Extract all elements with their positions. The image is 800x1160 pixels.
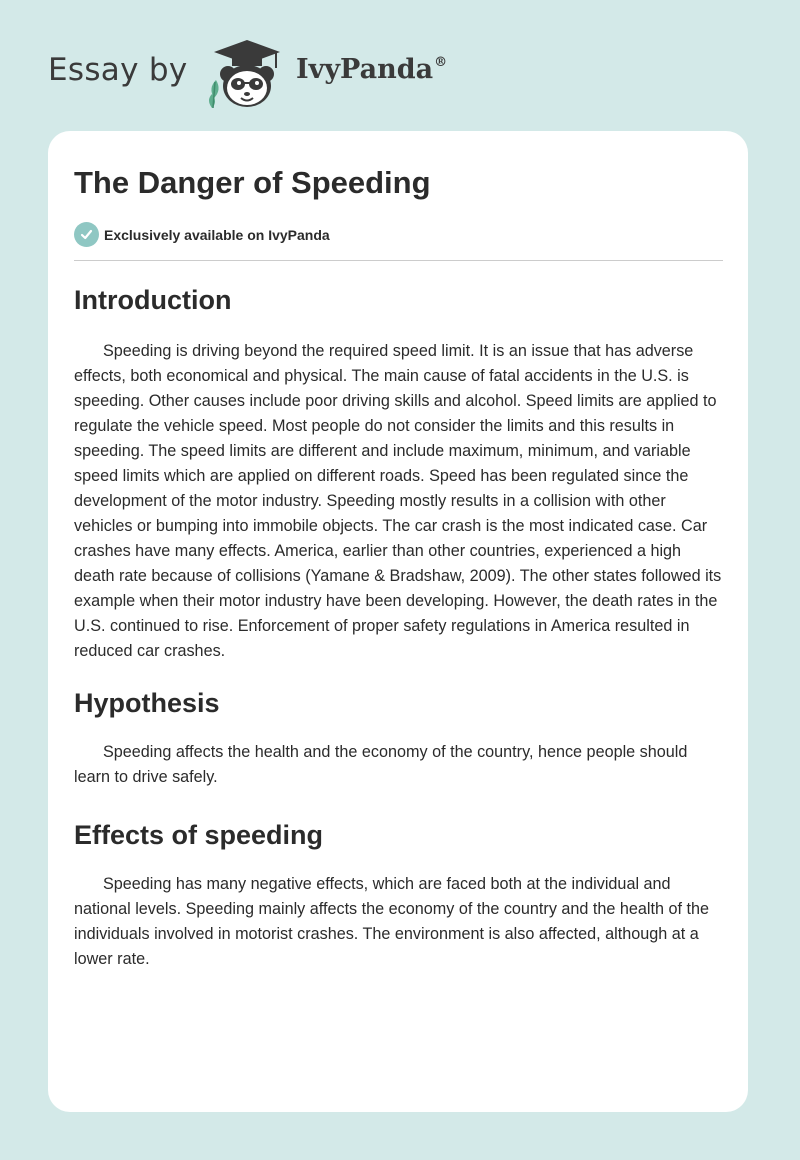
section-paragraph: Speeding is driving beyond the required speed limit. It is an issue that has adverse effects, both economical and physical. The main cause of fatal accidents in the U.S. is speeding. Other causes include poor driving skills and alcohol. Speed limits are applied to regulate the vehicle speed. Most people do not consider the limits and this results in speeding. The speed limits are different and include maximum, minimum, and variable speed limits which are applied on different roads. Speed has been regulated since the development of the motor industry. Speeding mostly results in a collision with other vehicles or bumping into immobile objects. The car crash is the most indicated case. Car crashes have many effects. America, earlier than other countries, experienced a high death rate because of collisions (Yamane & Bradshaw, 2009). The other states followed its example when their motor industry have been developing. However, the death rates in the U.S. continued to rise. Enforcement of proper safety regulations in America resulted in reduced car crashes. [74, 342, 722, 660]
section-introduction [74, 281, 723, 664]
exclusive-badge-text: Exclusively available on IvyPanda [104, 226, 330, 243]
section-heading: Effects of speeding [74, 820, 324, 850]
section-effects-of-speeding [74, 816, 723, 972]
essay-card [48, 131, 748, 1112]
brand-prefix: Essay by [48, 52, 188, 88]
site-brand[interactable] [48, 36, 508, 110]
essay-content [74, 161, 723, 972]
section-paragraph: Speeding has many negative effects, which are faced both at the individual and national levels. Speeding mainly affects the economy of the country and the health of the individuals involved in motorist crashes. The environment is also affected, although at a lower rate. [74, 875, 710, 968]
section-paragraph: Speeding affects the health and the economy of the country, hence people should learn to drive safely. [74, 743, 688, 786]
title-divider [74, 260, 723, 261]
exclusive-badge [74, 222, 723, 247]
essay-title: The Danger of Speeding [74, 165, 431, 200]
section-hypothesis [74, 684, 723, 790]
panda-graduate-icon [202, 36, 292, 110]
section-heading: Hypothesis [74, 688, 220, 718]
brand-name: IvyPanda® [296, 54, 448, 85]
registered-mark: ® [434, 55, 448, 70]
section-heading: Introduction [74, 285, 232, 315]
check-circle-icon [74, 222, 99, 247]
